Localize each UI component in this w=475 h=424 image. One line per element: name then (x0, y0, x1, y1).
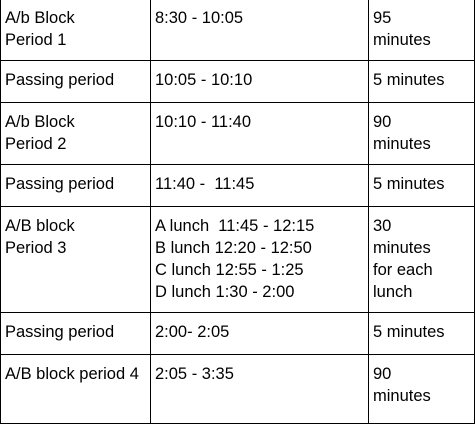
duration-cell (369, 355, 475, 424)
duration-cell (369, 103, 475, 165)
table-row (1, 165, 475, 207)
table-row (1, 313, 475, 355)
time-cell (151, 0, 369, 61)
period-name: A/B block period 4 (5, 365, 139, 383)
period-name: Passing period (5, 175, 115, 193)
duration-cell (369, 0, 475, 61)
period-name: A/b Block Period 2 (5, 113, 75, 153)
time-range: 8:30 - 10:05 (155, 9, 244, 27)
duration-cell (369, 207, 475, 313)
time-cell (151, 313, 369, 355)
duration: 5 minutes (373, 175, 445, 193)
lunch-times-cell (151, 207, 369, 313)
period-name: A/b Block Period 1 (5, 9, 75, 49)
period-name: A/B block Period 3 (5, 217, 75, 257)
time-cell (151, 61, 369, 103)
duration: 90 minutes (373, 113, 431, 153)
duration: 95 minutes (373, 9, 431, 49)
time-cell (151, 355, 369, 424)
time-range: 10:05 - 10:10 (155, 71, 253, 89)
duration: 5 minutes (373, 71, 445, 89)
period-name-cell (1, 103, 151, 165)
period-name-cell (1, 61, 151, 103)
table-row (1, 61, 475, 103)
duration: 5 minutes (373, 323, 445, 341)
period-name-cell (1, 313, 151, 355)
lunch-b: B lunch 12:20 - 12:50 (155, 239, 312, 257)
time-range: 2:00- 2:05 (155, 323, 230, 341)
table-row (1, 0, 475, 61)
period-name-cell (1, 0, 151, 61)
period-name-cell (1, 207, 151, 313)
lunch-c: C lunch 12:55 - 1:25 (155, 261, 304, 279)
time-range: 10:10 - 11:40 (155, 113, 252, 131)
duration-cell (369, 165, 475, 207)
time-range: 11:40 - 11:45 (155, 175, 255, 193)
lunch-d: D lunch 1:30 - 2:00 (155, 283, 295, 301)
table-row (1, 207, 475, 313)
period-name-cell (1, 165, 151, 207)
period-name-cell (1, 355, 151, 424)
time-range: 2:05 - 3:35 (155, 365, 234, 383)
time-cell (151, 103, 369, 165)
duration: 90 minutes (373, 365, 431, 405)
time-cell (151, 165, 369, 207)
table-row (1, 103, 475, 165)
duration-cell (369, 61, 475, 103)
lunch-a: A lunch 11:45 - 12:15 (155, 217, 315, 235)
duration: 30 minutes for each lunch (373, 217, 433, 301)
period-name: Passing period (5, 323, 115, 341)
duration-cell (369, 313, 475, 355)
table-row (1, 355, 475, 424)
period-name: Passing period (5, 71, 115, 89)
